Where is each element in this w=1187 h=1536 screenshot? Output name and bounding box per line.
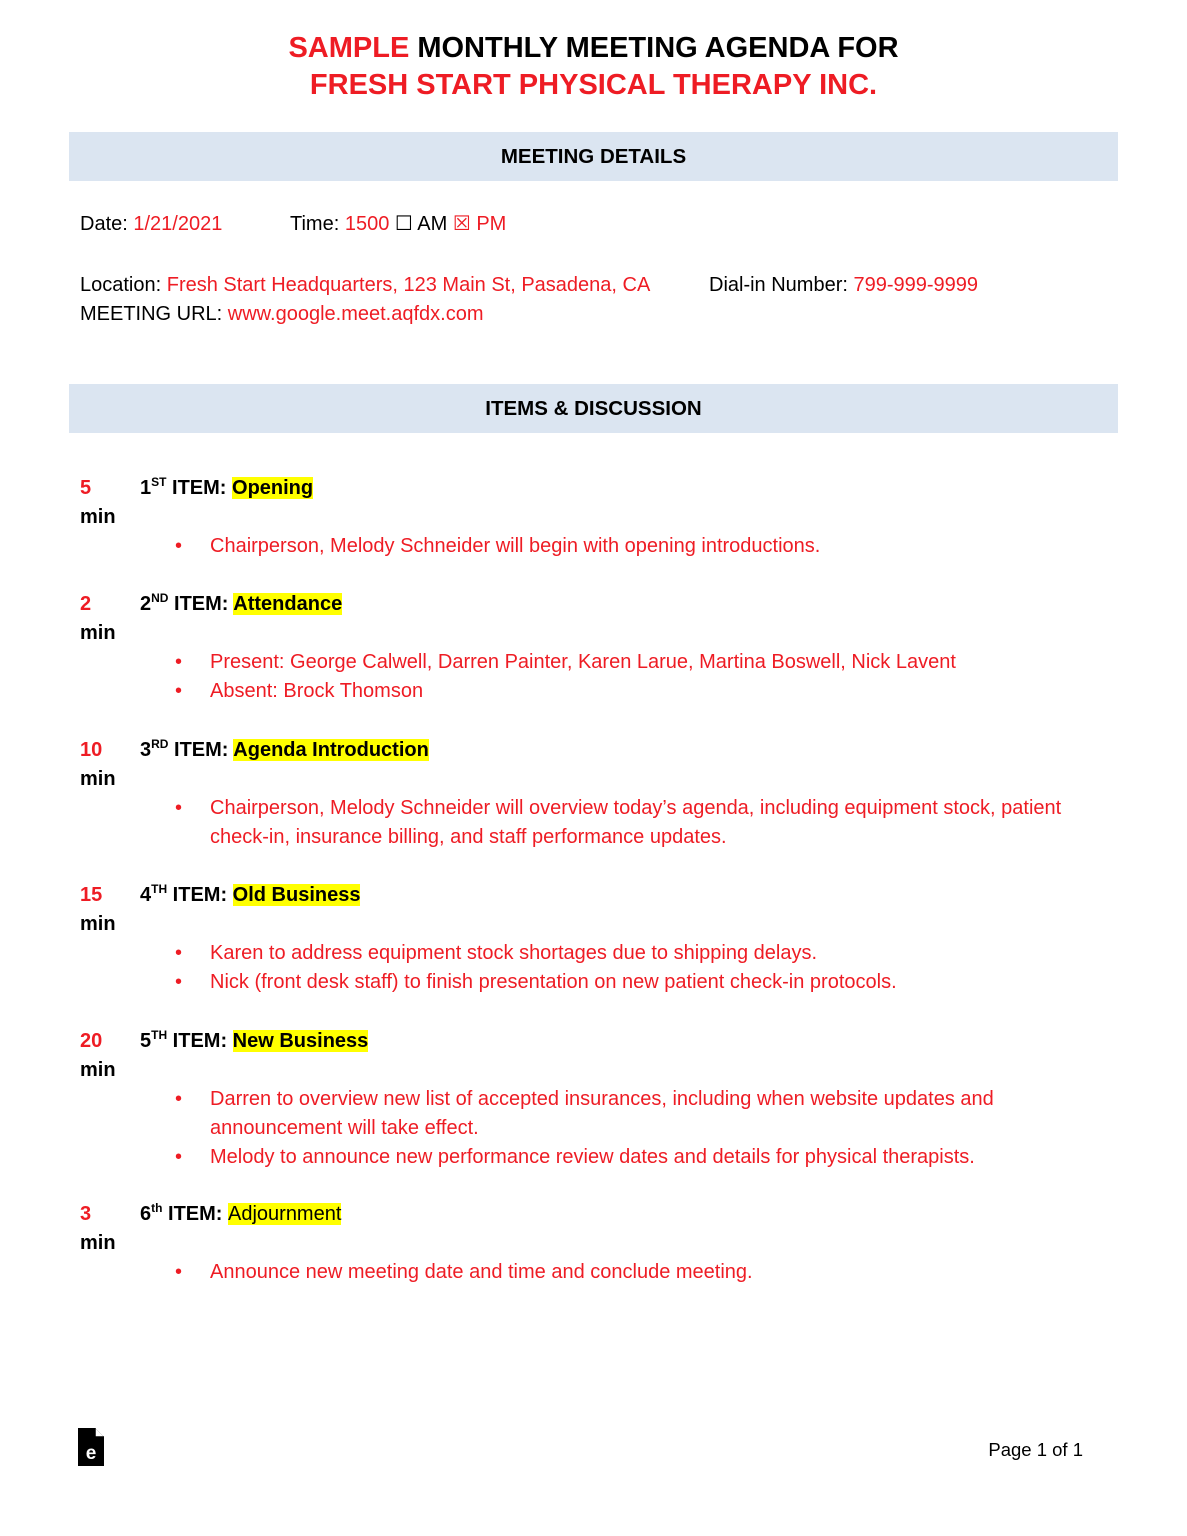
list-item: • Darren to overview new list of accepted insurances, including when website updates and announcement will take effect. [80,1085,1080,1143]
time-label: Time: [290,213,345,235]
item-bullet-list [80,648,1080,706]
list-item: • Chairperson, Melody Schneider will overview today’s agenda, including equipment stock, patient check-in, insurance billing, and staff performance updates. [80,794,1080,852]
item-ordinal-suffix: ST [151,475,167,489]
meeting-url-line [80,300,483,329]
date-label: Date: [80,213,134,235]
item-title: Adjournment [228,1203,342,1225]
duration-unit: min [80,1232,116,1254]
item-ordinal-suffix: ND [151,591,169,605]
title-sample-word: SAMPLE [288,32,410,64]
item-ordinal: 5 [140,1030,152,1052]
item-title: Old Business [232,884,361,906]
list-item: • Nick (front desk staff) to finish presentation on new patient check-in protocols. [80,968,1080,997]
meeting-details-header: MEETING DETAILS [69,132,1118,181]
title-line-1 [0,30,1187,67]
pm-checkbox[interactable]: ☒ [452,213,471,235]
date-time-line [80,210,222,239]
meeting-url-link[interactable]: www.google.meet.aqfdx.com [227,303,484,325]
item-heading [140,736,429,765]
items-discussion-header: ITEMS & DISCUSSION [69,384,1118,433]
item-ordinal: 1 [140,477,152,499]
location-value: Fresh Start Headquarters, 123 Main St, Pasadena, CA [166,274,651,296]
duration-number: 15 [80,884,103,906]
eforms-logo-icon [78,1428,104,1466]
duration-unit: min [80,1059,116,1081]
dialin-label: Dial-in Number: [709,274,854,296]
item-ordinal: 4 [140,884,152,906]
item-ordinal: 2 [140,593,152,615]
document-title [0,30,1187,104]
item-label: ITEM: [167,884,233,906]
time-value: 1500 [344,213,390,235]
item-label: ITEM: [162,1203,228,1225]
duration-number: 5 [80,477,92,499]
duration-number: 3 [80,1203,92,1225]
item-heading [140,1200,341,1229]
item-heading [140,590,342,619]
item-ordinal: 6 [140,1203,152,1225]
item-label: ITEM: [166,477,233,499]
item-ordinal: 3 [140,739,152,761]
duration-number: 20 [80,1030,103,1052]
item-bullet-list [80,532,1080,561]
list-item: • Chairperson, Melody Schneider will begin with opening introductions. [80,532,1080,561]
list-item: • Absent: Brock Thomson [80,677,1080,706]
item-duration [80,590,135,648]
duration-unit: min [80,506,116,528]
item-bullet-list [80,794,1080,852]
item-bullet-list [80,1258,1080,1287]
item-title: Attendance [233,593,343,615]
item-title: Agenda Introduction [233,739,429,761]
svg-text:e: e [85,1443,97,1464]
title-line-1-rest: MONTHLY MEETING AGENDA FOR [409,32,899,64]
item-label: ITEM: [167,1030,233,1052]
dialin-line [709,271,978,300]
item-title: New Business [232,1030,369,1052]
page-number: Page 1 of 1 [988,1439,1083,1460]
url-label: MEETING URL: [80,303,228,325]
item-duration [80,736,135,794]
item-duration [80,1027,135,1085]
item-duration [80,474,135,532]
item-title: Opening [232,477,314,499]
list-item: • Karen to address equipment stock shortages due to shipping delays. [80,939,1080,968]
list-item: • Announce new meeting date and time and conclude meeting. [80,1258,1080,1287]
item-duration [80,1200,135,1258]
item-label: ITEM: [168,593,234,615]
pm-label: PM [470,213,507,235]
item-bullet-list [80,939,1080,997]
duration-unit: min [80,913,116,935]
date-value: 1/21/2021 [133,213,223,235]
location-line [80,271,650,300]
item-label: ITEM: [168,739,234,761]
duration-number: 2 [80,593,92,615]
item-ordinal-suffix: TH [151,1028,168,1042]
duration-number: 10 [80,739,103,761]
title-line-2: FRESH START PHYSICAL THERAPY INC. [309,69,878,101]
list-item: • Present: George Calwell, Darren Painter, Karen Larue, Martina Boswell, Nick Lavent [80,648,1080,677]
am-label: AM [412,213,453,235]
item-ordinal-suffix: th [151,1201,163,1215]
location-label: Location: [80,274,167,296]
item-ordinal-suffix: RD [151,737,169,751]
duration-unit: min [80,622,116,644]
item-heading [140,474,313,503]
item-heading [140,881,360,910]
item-bullet-list [80,1085,1080,1172]
item-heading [140,1027,368,1056]
am-checkbox[interactable]: ☐ [394,213,413,235]
list-item: • Melody to announce new performance review dates and details for physical therapists. [80,1143,1080,1172]
duration-unit: min [80,768,116,790]
item-ordinal-suffix: TH [151,882,168,896]
item-duration [80,881,135,939]
dialin-value: 799-999-9999 [853,274,979,296]
time-line [290,210,506,239]
